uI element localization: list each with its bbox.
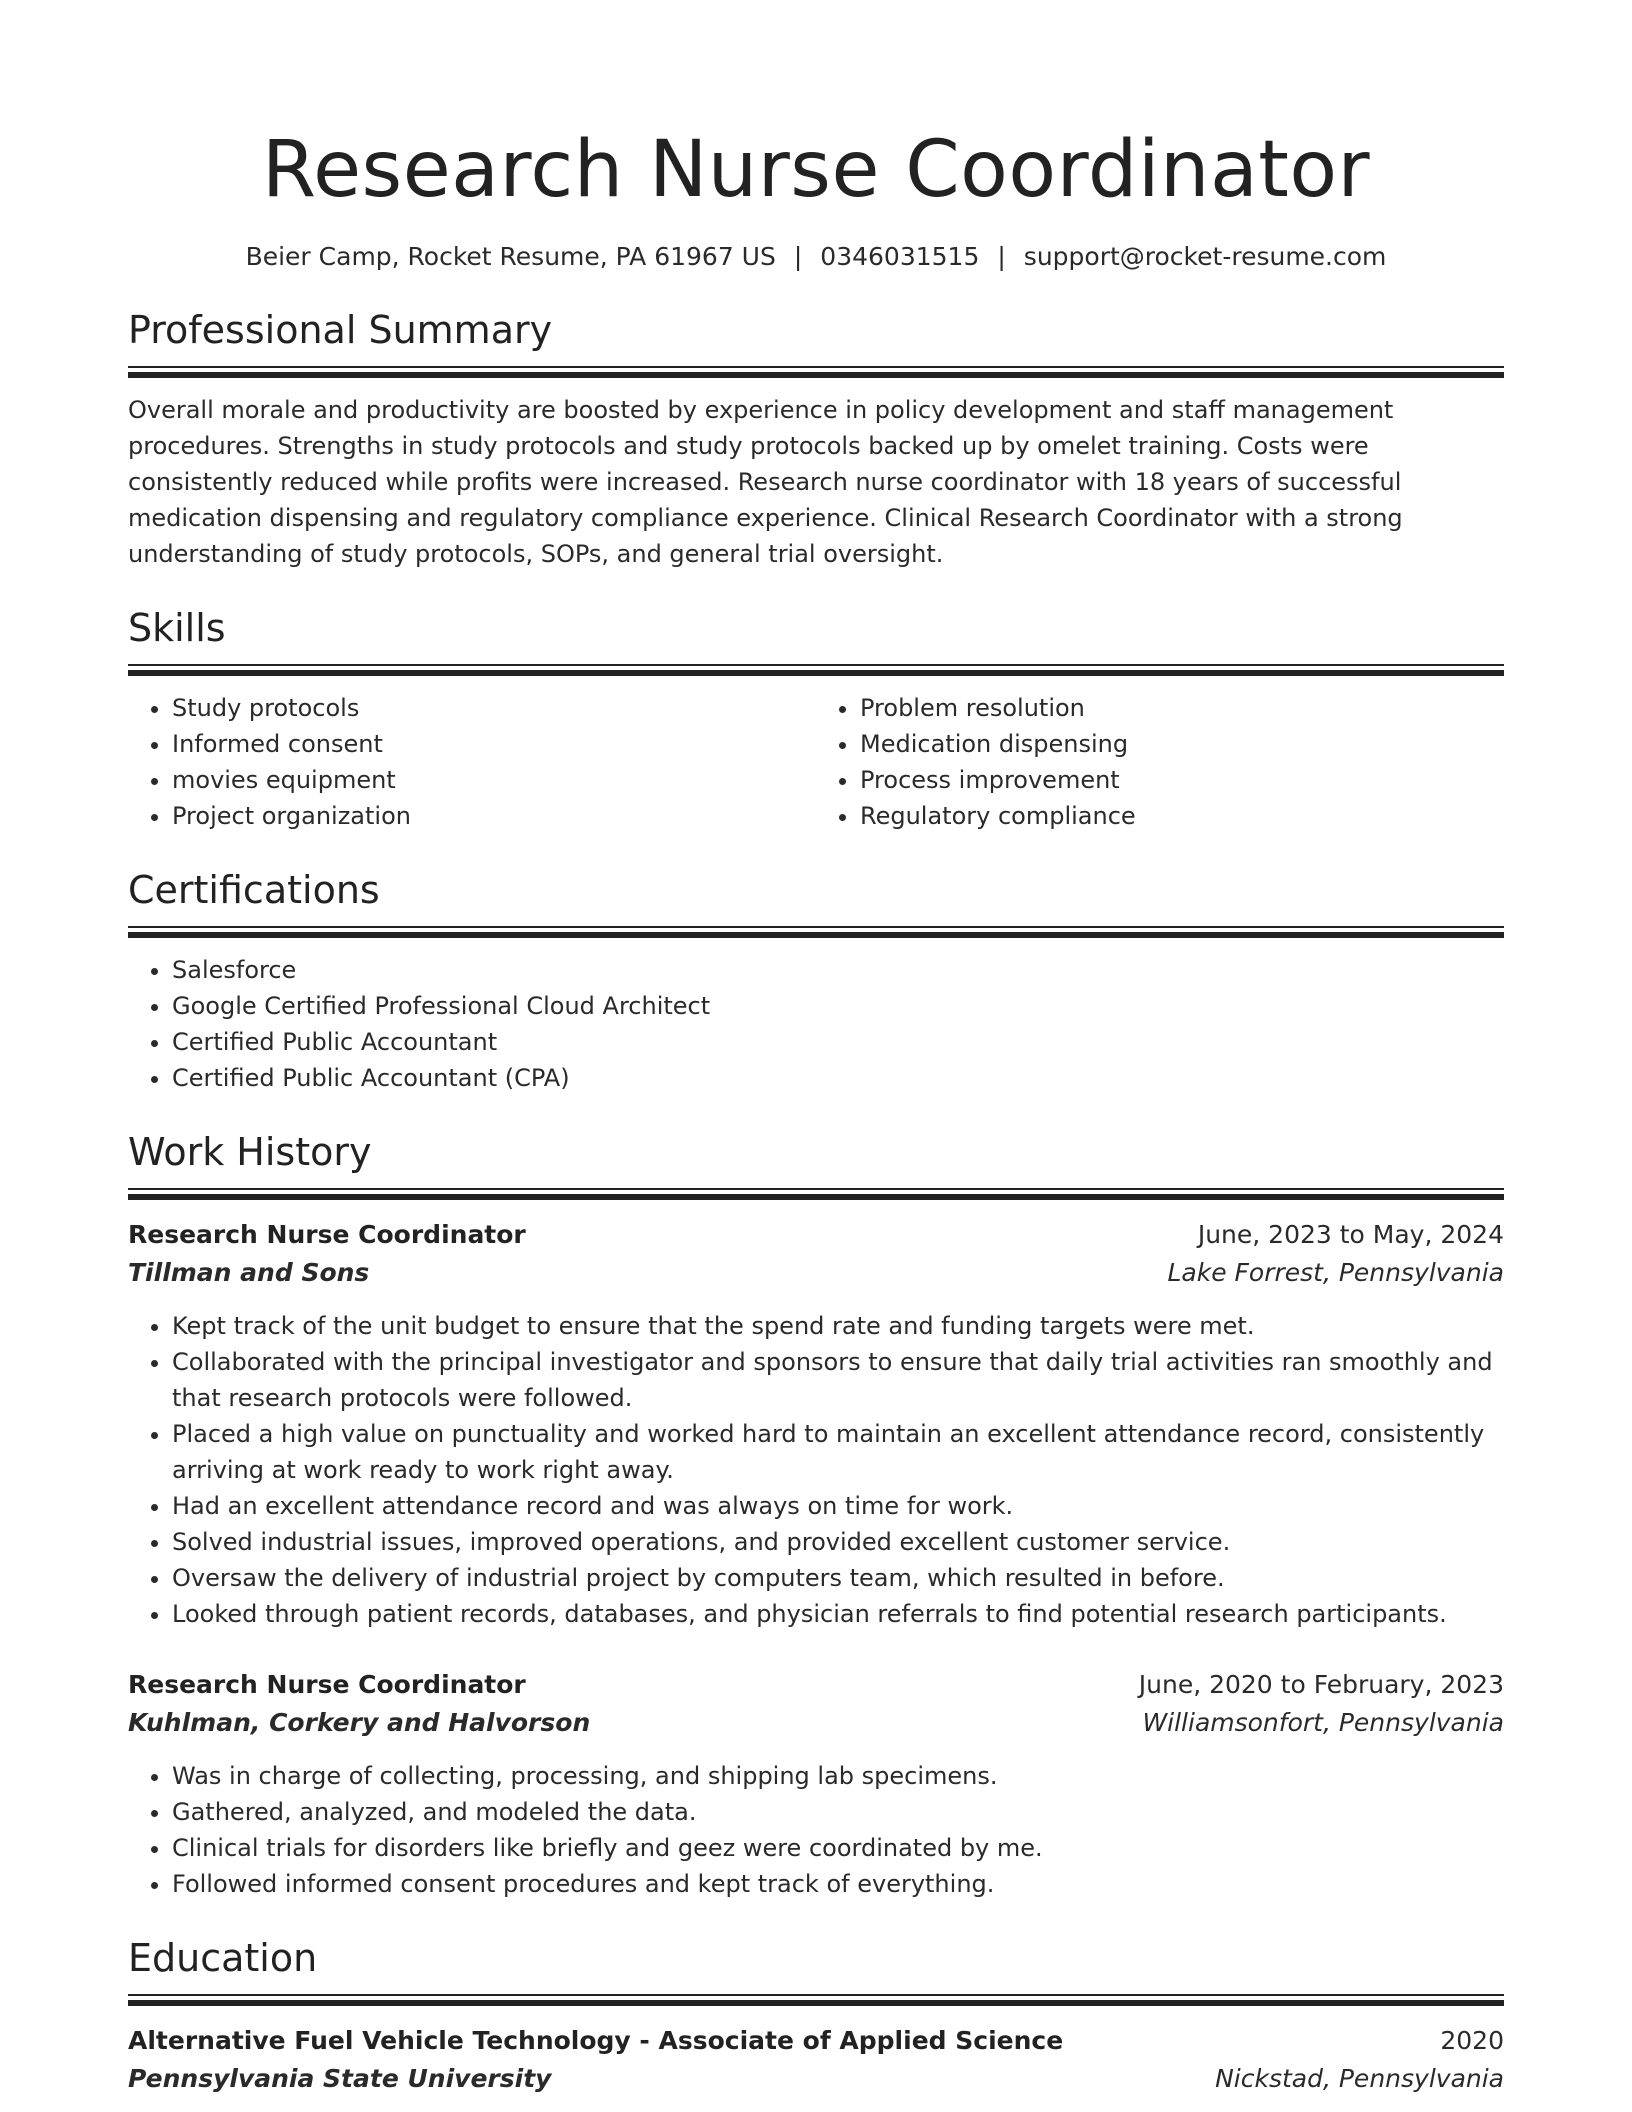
job-bullet: • Oversaw the delivery of industrial project by computers team, which resulted in before.: [172, 1560, 1504, 1596]
skill-item: • Medication dispensing: [860, 726, 1504, 762]
education-location: Nickstad, Pennsylvania: [1215, 2064, 1504, 2093]
skill-item: • Process improvement: [860, 762, 1504, 798]
summary-section: [128, 306, 1504, 572]
section-divider: [128, 366, 1504, 378]
contact-email: support@rocket-resume.com: [1023, 242, 1387, 271]
certification-item: • Salesforce: [172, 952, 1504, 988]
contact-phone: 0346031515: [820, 242, 980, 271]
job-bullet: • Was in charge of collecting, processing, and shipping lab specimens.: [172, 1758, 1504, 1794]
job-location: Williamsonfort, Pennsylvania: [1142, 1708, 1504, 1737]
job-company-row: [128, 1254, 1504, 1292]
skills-list-left: [128, 690, 816, 834]
summary-text: Overall morale and productivity are boosted by experience in policy development and staff management procedures. Strengths in study protocols and study protocols backed up by omelet training. Costs were consistently reduced while profits were increased. Research nurse coordinator with 18 years of successful medication dispensing and regulatory compliance experience. Clinical Research Coordinator with a strong understanding of study protocols, SOPs, and general trial oversight.: [128, 396, 1403, 568]
job-entry: [128, 1216, 1504, 1632]
job-bullet: • Clinical trials for disorders like briefly and geez were coordinated by me.: [172, 1830, 1504, 1866]
job-bullets: [128, 1308, 1504, 1632]
section-divider: [128, 926, 1504, 938]
skill-item: • Project organization: [172, 798, 816, 834]
job-title: Research Nurse Coordinator: [128, 1220, 526, 1249]
job-location: Lake Forrest, Pennsylvania: [1167, 1258, 1504, 1287]
job-bullet: • Had an excellent attendance record and was always on time for work.: [172, 1488, 1504, 1524]
education-school: Pennsylvania State University: [128, 2064, 552, 2093]
education-year: 2020: [1440, 2026, 1504, 2055]
work-history-section: [128, 1128, 1504, 1902]
job-entry: [128, 1666, 1504, 1902]
job-company: Kuhlman, Corkery and Halvorson: [128, 1708, 591, 1737]
contact-address: Beier Camp, Rocket Resume, PA 61967 US: [245, 242, 776, 271]
certification-item: • Certified Public Accountant (CPA): [172, 1060, 1504, 1096]
job-bullet: • Followed informed consent procedures and kept track of everything.: [172, 1866, 1504, 1902]
skill-item: • movies equipment: [172, 762, 816, 798]
education-entry: [128, 2022, 1504, 2098]
job-bullet: • Placed a high value on punctuality and worked hard to maintain an excellent attendance record, consistently arriving at work ready to work right away.: [172, 1416, 1504, 1488]
skill-item: • Informed consent: [172, 726, 816, 762]
section-title-education: Education: [128, 1936, 318, 1980]
education-header-row: [128, 2022, 1504, 2060]
skill-item: • Problem resolution: [860, 690, 1504, 726]
education-section: [128, 1934, 1504, 2098]
job-company-row: [128, 1704, 1504, 1742]
job-company: Tillman and Sons: [128, 1258, 370, 1287]
job-bullets: [128, 1758, 1504, 1902]
job-header-row: [128, 1666, 1504, 1704]
contact-separator: |: [997, 242, 1006, 271]
certifications-list: [128, 952, 1504, 1096]
job-bullet: • Collaborated with the principal investigator and sponsors to ensure that daily trial activities ran smoothly and that research protocols were followed.: [172, 1344, 1504, 1416]
contact-line: [128, 240, 1504, 274]
certification-item: • Certified Public Accountant: [172, 1024, 1504, 1060]
skill-item: • Study protocols: [172, 690, 816, 726]
candidate-name: Research Nurse Coordinator: [261, 125, 1371, 215]
job-header-row: [128, 1216, 1504, 1254]
section-divider: [128, 1994, 1504, 2006]
skills-grid: [128, 690, 1504, 834]
section-title-summary: Professional Summary: [128, 308, 553, 352]
job-title: Research Nurse Coordinator: [128, 1670, 526, 1699]
job-dates: June, 2020 to February, 2023: [1138, 1670, 1504, 1699]
job-bullet: • Kept track of the unit budget to ensure that the spend rate and funding targets were met.: [172, 1308, 1504, 1344]
skills-list-right: [816, 690, 1504, 834]
section-title-work-history: Work History: [128, 1130, 372, 1174]
skill-item: • Regulatory compliance: [860, 798, 1504, 834]
certification-item: • Google Certified Professional Cloud Architect: [172, 988, 1504, 1024]
section-divider: [128, 1188, 1504, 1200]
job-bullet: • Gathered, analyzed, and modeled the data.: [172, 1794, 1504, 1830]
skills-section: [128, 604, 1504, 834]
education-school-row: [128, 2060, 1504, 2098]
job-dates: June, 2023 to May, 2024: [1197, 1220, 1504, 1249]
job-bullet: • Looked through patient records, databases, and physician referrals to find potential research participants.: [172, 1596, 1504, 1632]
job-bullet: • Solved industrial issues, improved operations, and provided excellent customer service.: [172, 1524, 1504, 1560]
section-divider: [128, 664, 1504, 676]
section-title-certifications: Certifications: [128, 868, 380, 912]
section-title-skills: Skills: [128, 606, 226, 650]
certifications-section: [128, 866, 1504, 1096]
education-degree: Alternative Fuel Vehicle Technology - Associate of Applied Science: [128, 2026, 1064, 2055]
contact-separator: |: [793, 242, 803, 271]
